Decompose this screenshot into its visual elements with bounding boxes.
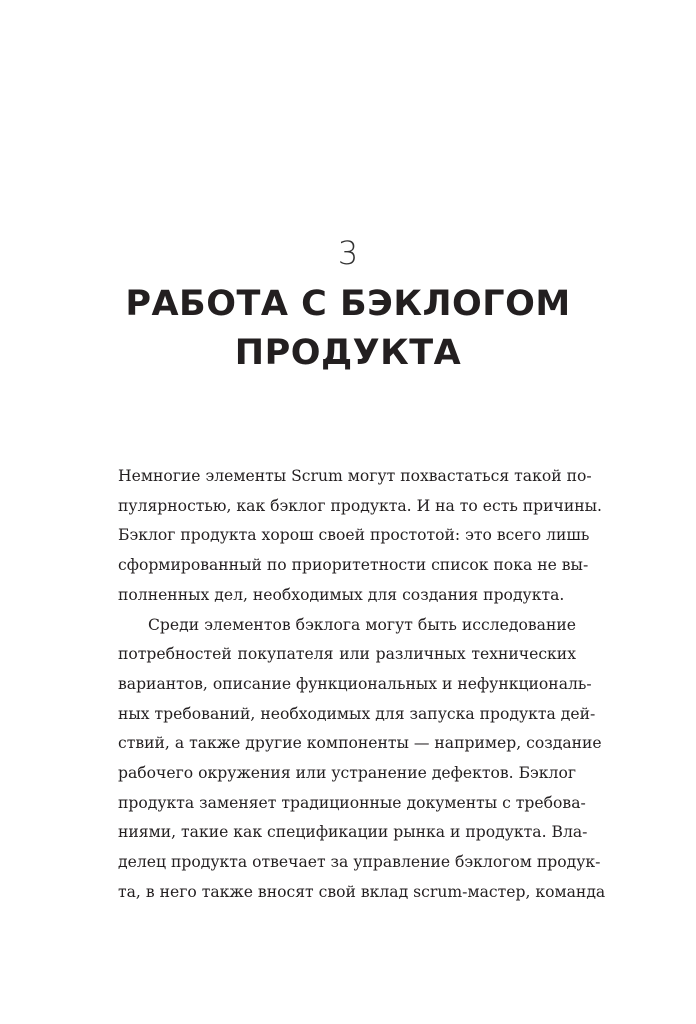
chapter-number: 3 — [337, 234, 359, 272]
text-line: ствий, а также другие компоненты — например, создание — [118, 734, 602, 753]
text-line: Среди элементов бэклога могут быть исследование — [148, 615, 576, 634]
body-text — [118, 462, 606, 908]
chapter-title — [0, 280, 696, 378]
text-line: вариантов, описание функциональных и нефункциональ- — [118, 674, 592, 693]
text-line: рабочего окружения или устранение дефектов. Бэклог — [118, 764, 576, 783]
text-line: пулярностью, как бэклог продукта. И на то есть причины. — [118, 496, 603, 515]
text-line: потребностей покупателя или различных технических — [118, 645, 576, 664]
text-line: сформированный по приоритетности список пока не вы- — [118, 556, 589, 575]
text-line: та, в него также вносят свой вклад scrum-мастер, команда — [118, 882, 606, 901]
text-line: делец продукта отвечает за управление бэклогом продук- — [118, 853, 601, 872]
chapter-title-line: РАБОТА С БЭКЛОГОМ — [125, 284, 571, 324]
text-line: Немногие элементы Scrum могут похвастаться такой по- — [118, 467, 592, 485]
text-line: полненных дел, необходимых для создания продукта. — [118, 585, 565, 604]
text-line: продукта заменяет традиционные документы с требова- — [118, 793, 586, 812]
text-line: ниями, такие как спецификации рынка и продукта. Вла- — [118, 823, 588, 842]
text-line: Бэклог продукта хорош своей простотой: это всего лишь — [118, 526, 590, 545]
chapter-title-line: ПРОДУКТА — [234, 333, 462, 373]
text-line: ных требований, необходимых для запуска продукта дей- — [118, 704, 596, 723]
